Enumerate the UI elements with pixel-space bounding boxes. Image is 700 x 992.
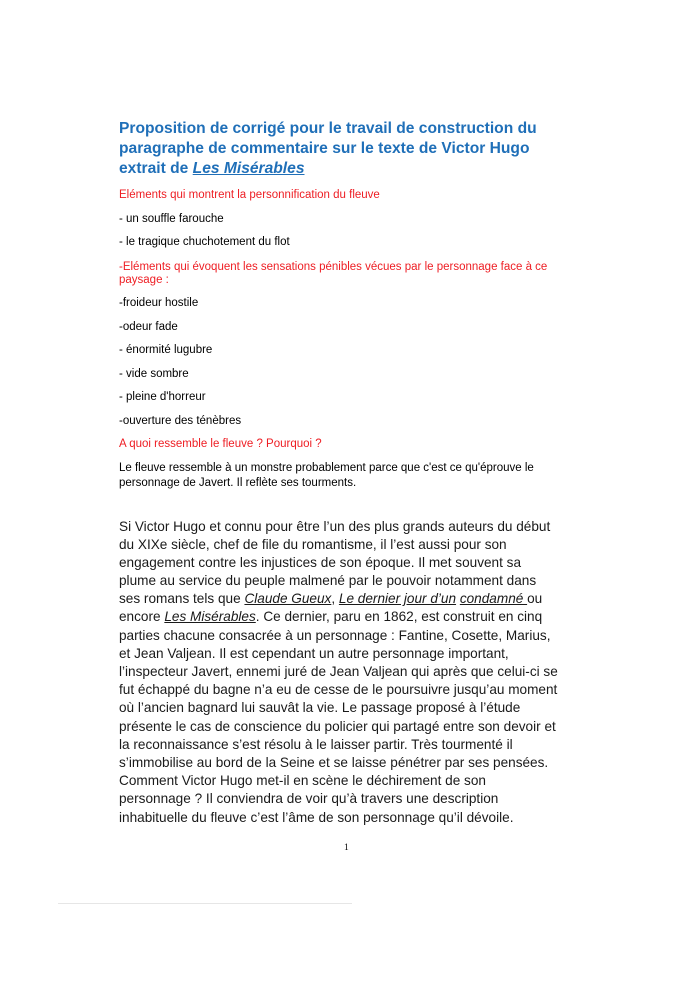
paragraph-line: et Jean Valjean. Il est cependant un autre personnage important, bbox=[119, 646, 509, 661]
page-number: 1 bbox=[344, 843, 349, 853]
paragraph-line: plume au service du peuple malmené par le pouvoir notamment dans bbox=[119, 573, 537, 588]
list-item: -ouverture des ténèbres bbox=[119, 415, 242, 427]
book-title-les-miserables: Les Misérables bbox=[164, 609, 256, 624]
paragraph-line: engagement contre les injustices de son époque. Il met souvent sa bbox=[119, 555, 522, 570]
paragraph-line: l’inspecteur Javert, ennemi juré de Jean Valjean qui après que celui-ci se bbox=[119, 664, 558, 679]
list-item: -froideur hostile bbox=[119, 297, 199, 309]
paragraph-text: , bbox=[331, 591, 339, 606]
paragraph-line: la reconnaissance s’est résolu à le laisser partir. Très tourmenté il bbox=[119, 737, 513, 752]
heading-line-3 bbox=[119, 159, 589, 179]
paragraph-line: du XIXe siècle, chef de file du romantisme, il l’est aussi pour son bbox=[119, 537, 507, 552]
paragraph-line: s’immobilise au bord de la Seine et se laisse pénétrer par ses pensées. bbox=[119, 755, 549, 770]
heading-line-1: Proposition de corrigé pour le travail de construction du bbox=[119, 120, 537, 137]
section2-label-line-1: -Eléments qui évoquent les sensations pénibles vécues par le personnage face à ce bbox=[119, 261, 548, 273]
paragraph-line: Si Victor Hugo et connu pour être l’un des plus grands auteurs du début bbox=[119, 519, 551, 534]
heading-work-title: Les Misérables bbox=[192, 160, 305, 177]
list-item: - vide sombre bbox=[119, 368, 189, 380]
list-item: - un souffle farouche bbox=[119, 213, 224, 225]
section3-answer-line-2: personnage de Javert. Il reflète ses tourments. bbox=[119, 477, 357, 489]
paragraph-line: inhabituelle du fleuve c’est l’âme de son personnage qu’il dévoile. bbox=[119, 810, 514, 825]
paragraph-text: ou bbox=[527, 591, 543, 606]
book-title-dernier-jour: Le dernier jour d’un bbox=[338, 591, 457, 606]
footer-divider bbox=[58, 903, 352, 904]
paragraph-text: encore bbox=[119, 609, 165, 624]
paragraph-text: ses romans tels que bbox=[119, 591, 245, 606]
heading-prefix: extrait de bbox=[119, 160, 193, 177]
list-item: - pleine d'horreur bbox=[119, 391, 206, 403]
paragraph-text: . Ce dernier, paru en 1862, est construit en cinq bbox=[255, 609, 543, 624]
list-item: - énormité lugubre bbox=[119, 344, 213, 356]
paragraph-line bbox=[119, 590, 589, 608]
heading-line-2: paragraphe de commentaire sur le texte de Victor Hugo bbox=[119, 140, 530, 157]
paragraph-line: personnage ? Il conviendra de voir qu’à travers une description bbox=[119, 791, 499, 806]
book-title-condamne: condamné bbox=[459, 591, 528, 606]
paragraph-line: fut échappé du bagne n’a eu de cesse de le poursuivre jusqu’au moment bbox=[119, 682, 558, 697]
section2-label-line-2: paysage : bbox=[119, 274, 169, 286]
list-item: - le tragique chuchotement du flot bbox=[119, 236, 290, 248]
list-item: -odeur fade bbox=[119, 321, 178, 333]
paragraph-line: parties chacune consacrée à un personnage : Fantine, Cosette, Marius, bbox=[119, 628, 551, 643]
paragraph-line: présente le cas de conscience du policier qui partagé entre son devoir et bbox=[119, 719, 556, 734]
paragraph-line: où l’ancien bagnard lui sauvât la vie. Le passage proposé à l’étude bbox=[119, 700, 521, 715]
paragraph-line: Comment Victor Hugo met-il en scène le déchirement de son bbox=[119, 773, 486, 788]
book-title-claude-gueux: Claude Gueux bbox=[244, 591, 332, 606]
section3-question: A quoi ressemble le fleuve ? Pourquoi ? bbox=[119, 438, 322, 450]
paragraph-line bbox=[119, 608, 589, 626]
section3-answer-line-1: Le fleuve ressemble à un monstre probablement parce que c'est ce qu'éprouve le bbox=[119, 462, 534, 474]
section1-label: Eléments qui montrent la personnification du fleuve bbox=[119, 189, 380, 201]
